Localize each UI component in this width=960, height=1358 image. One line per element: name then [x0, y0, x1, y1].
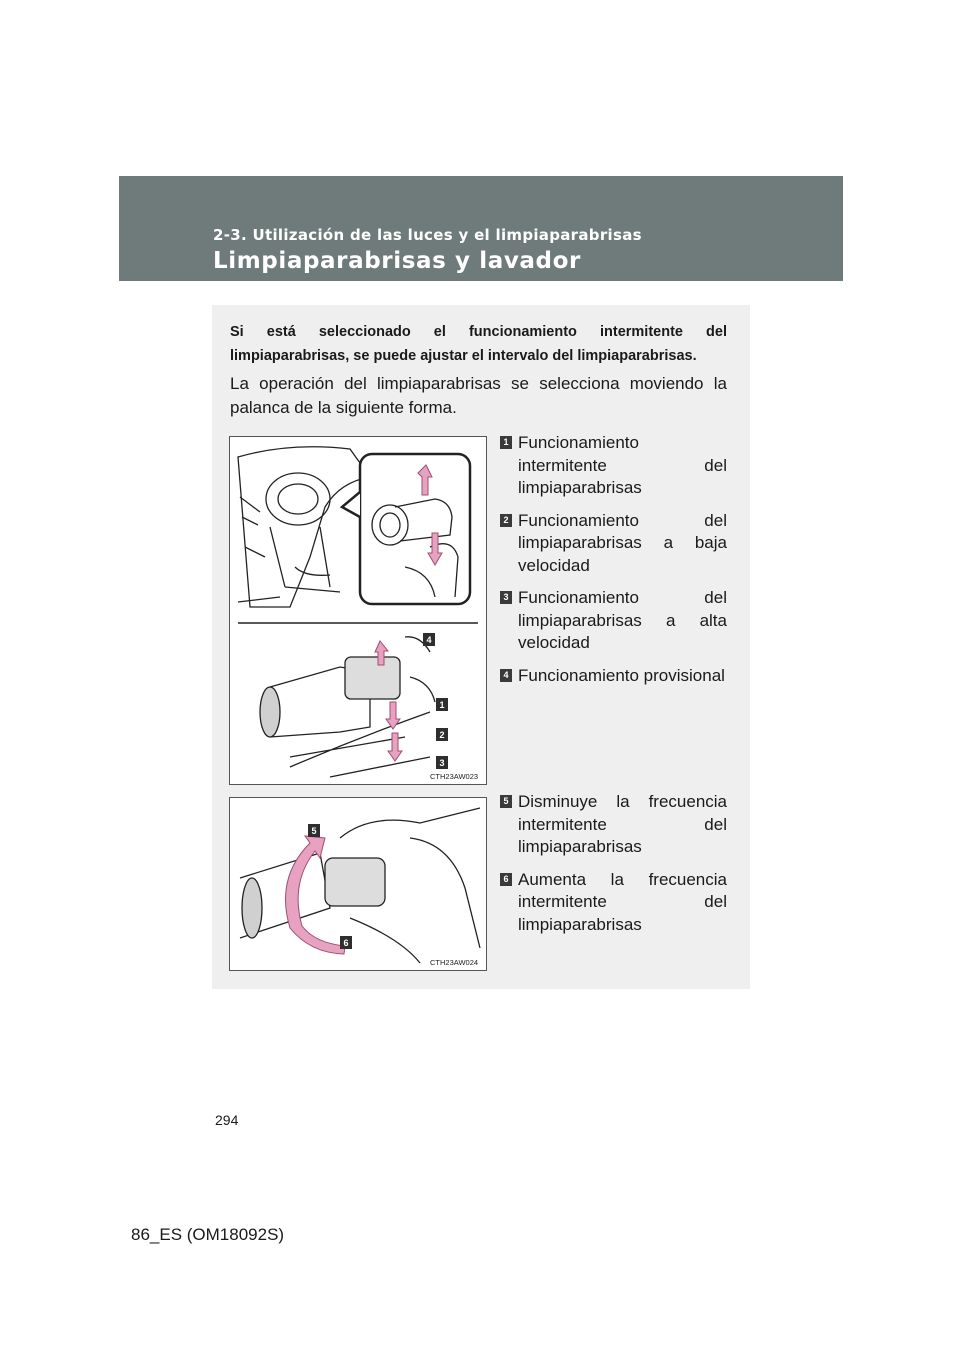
legend-item — [500, 665, 727, 688]
item-number: 1 — [500, 436, 512, 449]
badge-3: 3 — [439, 758, 445, 768]
legend-item — [500, 510, 727, 578]
interval-adjust-illustration — [230, 798, 486, 970]
item-text: Funcionamiento del limpiaparabrisas a baja velocidad — [518, 510, 727, 575]
badge-5: 5 — [311, 826, 317, 836]
figure-intermittent-adjust — [229, 797, 487, 971]
legend-item — [500, 587, 727, 655]
item-text: Disminuye la frecuencia intermitente del limpiaparabrisas — [518, 792, 727, 856]
intro-note: Si está seleccionado el funcionamiento intermitente del limpiaparabrisas, se puede ajustar el intervalo del limpiaparabrisas. — [230, 324, 727, 364]
badge-2: 2 — [439, 730, 445, 740]
badge-6: 6 — [343, 938, 349, 948]
figure-code: CTH23AW024 — [430, 958, 479, 967]
content-panel — [212, 305, 750, 989]
legend-item — [500, 791, 727, 859]
item-number: 2 — [500, 514, 512, 527]
figure2-legend — [500, 791, 727, 946]
badge-4: 4 — [426, 635, 432, 645]
intro-text: La operación del limpiaparabrisas se selecciona moviendo la palanca de la siguiente forma. — [230, 374, 727, 417]
item-text: Aumenta la frecuencia intermitente del limpiaparabrisas — [518, 869, 727, 934]
item-text: Funcionamiento del limpiaparabrisas a alta velocidad — [518, 588, 727, 652]
item-text: Funcionamiento intermitente del limpiaparabrisas — [518, 433, 727, 497]
page-title: Limpiaparabrisas y lavador — [213, 248, 581, 274]
legend-item — [500, 869, 727, 937]
item-number: 5 — [500, 795, 512, 808]
item-text: Funcionamiento provisional — [518, 665, 725, 685]
section-label: 2-3. Utilización de las luces y el limpiaparabrisas — [213, 226, 642, 244]
figure-code: CTH23AW023 — [430, 772, 479, 781]
figure1-legend — [500, 432, 727, 697]
item-number: 6 — [500, 873, 512, 886]
legend-item — [500, 432, 727, 500]
badge-1: 1 — [439, 700, 445, 710]
document-code: 86_ES (OM18092S) — [131, 1225, 285, 1244]
figure-wiper-lever — [229, 436, 487, 785]
item-number: 4 — [500, 669, 512, 682]
section-header — [119, 176, 843, 281]
item-number: 3 — [500, 591, 512, 604]
wiper-lever-illustration — [230, 437, 486, 784]
page-number: 294 — [215, 1112, 239, 1128]
